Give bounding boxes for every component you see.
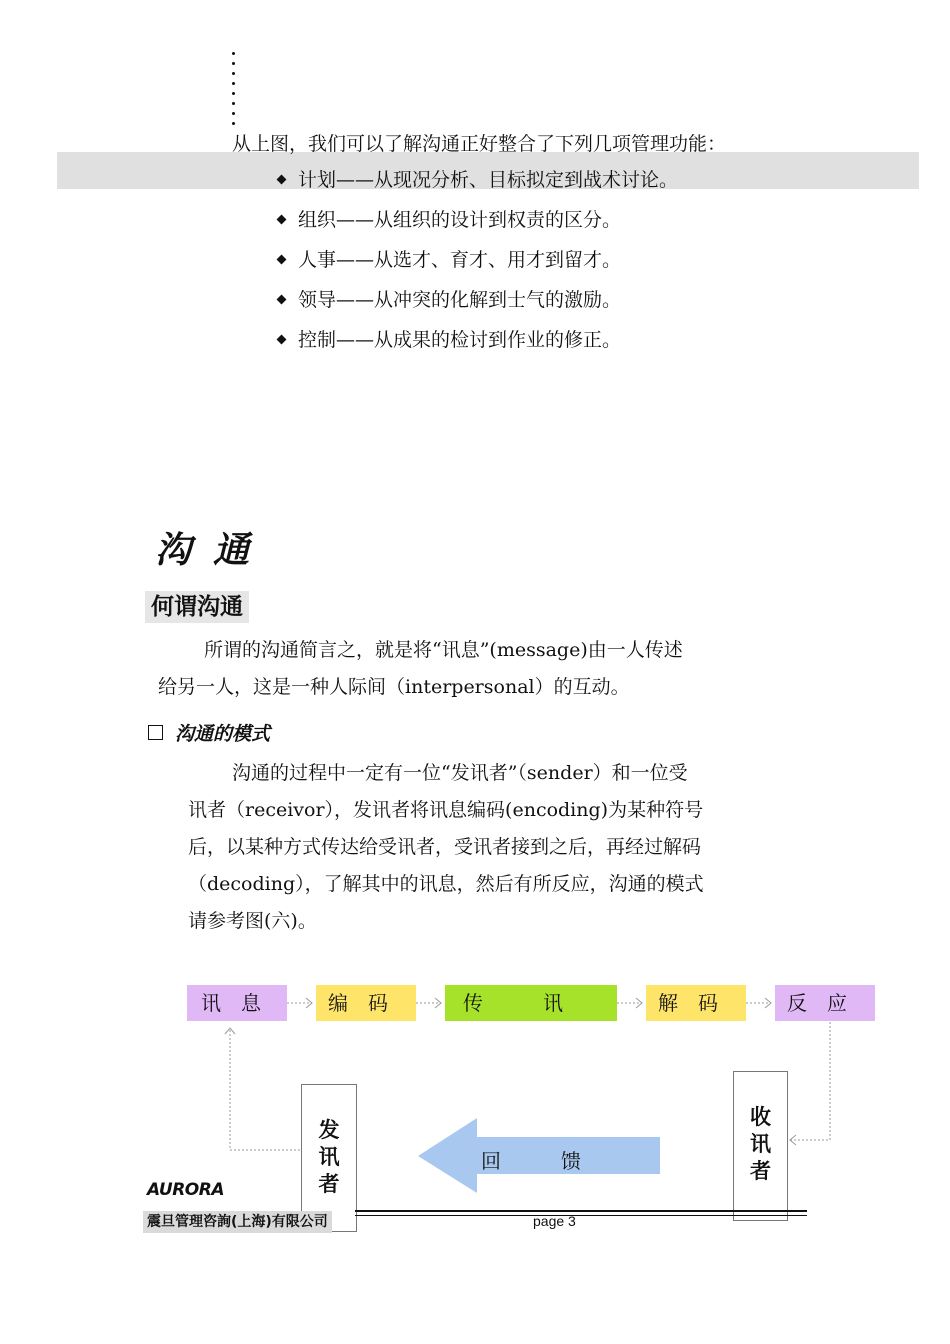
company-name: 震旦管理咨詢(上海)有限公司 (143, 1211, 332, 1233)
sender-box: 发讯者 (301, 1084, 357, 1232)
page-number: page 3 (533, 1213, 576, 1229)
list-item: 计划——从现况分析、目标拟定到战术讨论。 (278, 164, 678, 204)
list-item: 人事——从选才、育才、用才到留才。 (278, 244, 678, 284)
chapter-title: 沟通 (155, 529, 272, 571)
model-paragraph: 沟通的过程中一定有一位“发讯者”（sender）和一位受 讯者（receivor），发讯者将讯息编码(encoding)为某种符号 后，以某种方式传达给受讯者，受讯者接到之后，再经过解码 （decoding），了解其中的讯息，然后有所反应，沟通的模式 请参考图(六)。 (188, 762, 704, 932)
step-decoding: 解 码 (646, 985, 746, 1021)
footer-rule-thin (355, 1215, 807, 1216)
step-encoding: 编 码 (316, 985, 416, 1021)
list-item: 领导——从冲突的化解到士气的激励。 (278, 284, 678, 324)
list-item: 控制——从成果的检讨到作业的修正。 (278, 324, 678, 364)
footer-rule (355, 1210, 807, 1212)
section-title: 何谓沟通 (145, 591, 249, 623)
step-transmission: 传 讯 (445, 985, 617, 1021)
feedback-label: 回 馈 (481, 1149, 581, 1173)
aurora-logo: AURORA (147, 1180, 224, 1200)
definition-paragraph: 所谓的沟通简言之，就是将“讯息”(message)由一人传述 给另一人，这是一种人际间（interpersonal）的互动。 (158, 639, 683, 698)
subsection-title: 沟通的模式 (148, 719, 270, 746)
list-item: 组织——从组织的设计到权责的区分。 (278, 204, 678, 244)
intro-text: 从上图，我们可以了解沟通正好整合了下列几项管理功能： (232, 133, 727, 155)
step-message: 讯 息 (187, 985, 287, 1021)
step-response: 反 应 (775, 985, 875, 1021)
receiver-box: 收讯者 (733, 1071, 788, 1221)
